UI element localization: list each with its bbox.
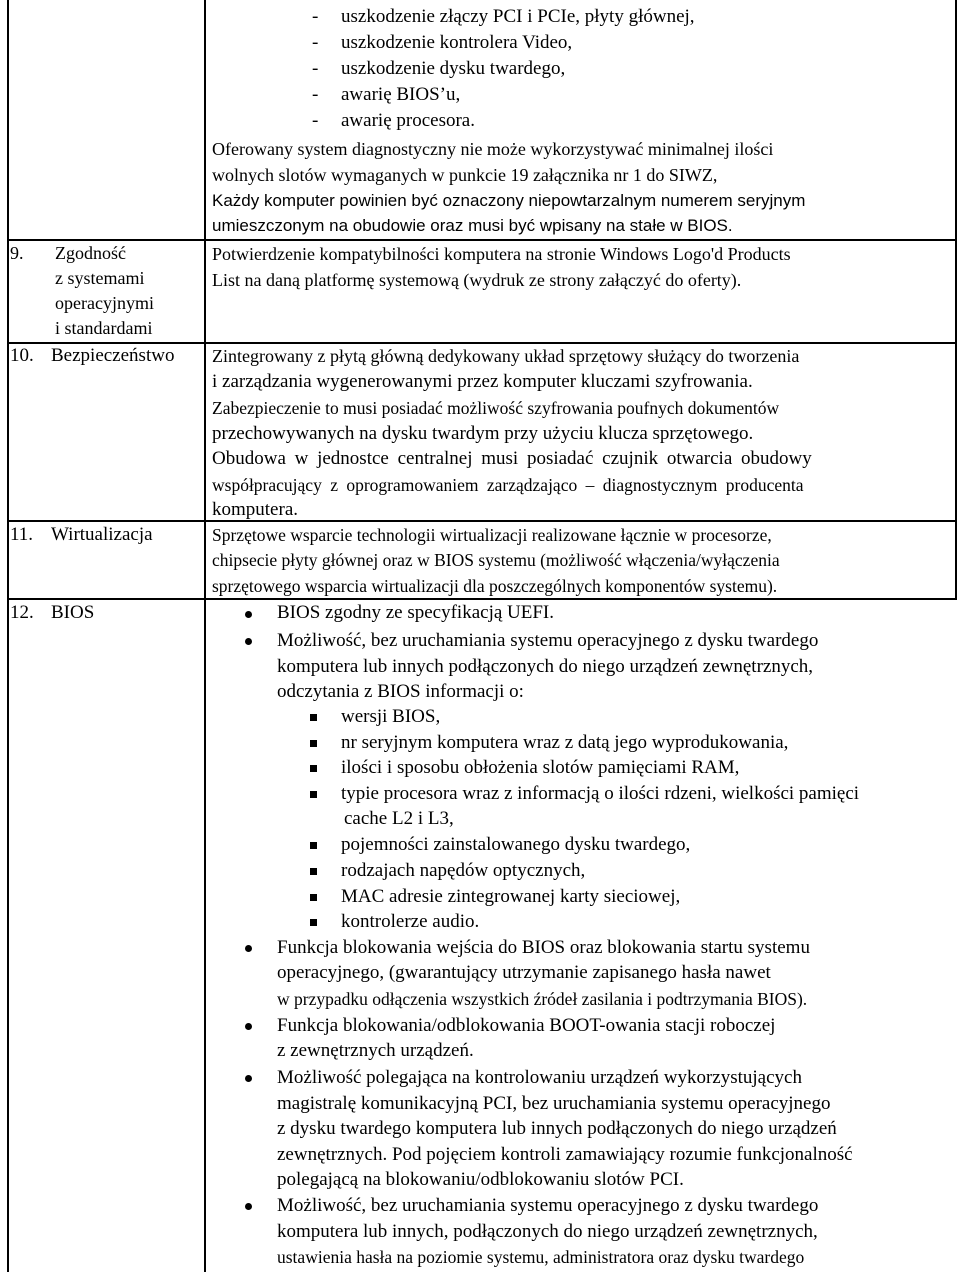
square-bullet-icon [310, 868, 317, 875]
row-label: Wirtualizacja [51, 524, 153, 545]
sublist-item: ilości i sposobu obłożenia slotów pamięciami RAM, [341, 757, 740, 778]
square-bullet-icon [310, 791, 317, 798]
list-item: Możliwość, bez uruchamiania systemu operacyjnego z dysku twardego [277, 1195, 819, 1216]
list-item: komputera lub innych, podłączonych do niego urządzeń zewnętrznych, [277, 1221, 818, 1242]
row-label: z systemami [55, 268, 145, 288]
row-label: Bezpieczeństwo [51, 345, 175, 366]
list-item: w przypadku odłączenia wszystkich źródeł zasilania i podtrzymania BIOS). [277, 989, 808, 1009]
row8-paragraph-line: Każdy komputer powinien być oznaczony niepowtarzalnym numerem seryjnym [212, 191, 806, 210]
bullet-icon [245, 1203, 252, 1210]
square-bullet-icon [310, 714, 317, 721]
square-bullet-icon [310, 919, 317, 926]
square-bullet-icon [310, 765, 317, 772]
row-content-line: Potwierdzenie kompatybilności komputera na stronie Windows Logo'd Products [212, 244, 791, 264]
dash-marker: - [312, 6, 319, 27]
sublist-item: kontrolerze audio. [341, 911, 480, 932]
row-number: 11. [10, 524, 34, 545]
list-item: odczytania z BIOS informacji o: [277, 681, 524, 702]
row-content-line: przechowywanych na dysku twardym przy użyciu klucza sprzętowego. [212, 423, 754, 444]
row-content-line: chipsecie płyty głównej oraz w BIOS systemu (możliwość włączenia/wyłączenia [212, 550, 780, 570]
list-item: polegającą na blokowaniu/odblokowaniu slotów PCI. [277, 1169, 684, 1190]
sublist-item: cache L2 i L3, [344, 808, 454, 829]
bullet-icon [245, 638, 252, 645]
table-border-left [7, 0, 9, 1272]
sublist-item: nr seryjnym komputera wraz z datą jego wyprodukowania, [341, 732, 789, 753]
list-item: komputera lub innych podłączonych do niego urządzeń zewnętrznych, [277, 656, 814, 677]
list-item: Możliwość, bez uruchamiania systemu operacyjnego z dysku twardego [277, 630, 819, 651]
list-item: Funkcja blokowania/odblokowania BOOT-owania stacji roboczej [277, 1015, 776, 1036]
square-bullet-icon [310, 842, 317, 849]
list-item: z dysku twardego komputera lub innych podłączonych do niego urządzeń [277, 1118, 837, 1139]
square-bullet-icon [310, 894, 317, 901]
row-content-line: Zintegrowany z płytą główną dedykowany układ sprzętowy służący do tworzenia [212, 346, 800, 366]
list-item: operacyjnego, (gwarantujący utrzymanie zapisanego hasła nawet [277, 962, 771, 983]
dash-item: awarię procesora. [341, 110, 475, 131]
column-divider [204, 0, 206, 1272]
row-content-line: List na daną platformę systemową (wydruk ze strony załączyć do oferty). [212, 270, 742, 290]
dash-marker: - [312, 84, 319, 105]
sublist-item: rodzajach napędów optycznych, [341, 860, 586, 881]
bullet-icon [245, 611, 252, 618]
list-item: Funkcja blokowania wejścia do BIOS oraz blokowania startu systemu [277, 937, 810, 958]
row-content-line: Zabezpieczenie to musi posiadać możliwość szyfrowania poufnych dokumentów [212, 398, 780, 418]
dash-item: awarię BIOS’u, [341, 84, 461, 105]
dash-marker: - [312, 32, 319, 53]
row-label: i standardami [55, 318, 153, 338]
row8-paragraph-line: wolnych slotów wymaganych w punkcie 19 załącznika nr 1 do SIWZ, [212, 165, 718, 185]
row8-paragraph-line: Oferowany system diagnostyczny nie może wykorzystywać minimalnej ilości [212, 139, 774, 159]
table-border-right [955, 0, 957, 600]
sublist-item: pojemności zainstalowanego dysku twardego, [341, 834, 691, 855]
row-content-line: Sprzętowe wsparcie technologii wirtualizacji realizowane łącznie w procesorze, [212, 525, 772, 545]
list-item: z zewnętrznych urządzeń. [277, 1040, 474, 1061]
list-item: Możliwość polegająca na kontrolowaniu urządzeń wykorzystujących [277, 1067, 802, 1088]
sublist-item: typie procesora wraz z informacją o ilości rdzeni, wielkości pamięci [341, 783, 860, 804]
list-item: BIOS zgodny ze specyfikacją UEFI. [277, 602, 555, 623]
list-item: magistralę komunikacyjną PCI, bez uruchamiania systemu operacyjnego [277, 1093, 831, 1114]
bullet-icon [245, 1023, 252, 1030]
row-label: operacyjnymi [55, 293, 154, 313]
row8-paragraph-line: umieszczonym na obudowie oraz musi być wpisany na stałe w BIOS. [212, 216, 733, 235]
dash-marker: - [312, 58, 319, 79]
dash-item: uszkodzenie złączy PCI i PCIe, płyty głównej, [341, 6, 695, 27]
list-item: ustawienia hasła na poziomie systemu, administratora oraz dysku twardego [277, 1247, 805, 1267]
square-bullet-icon [310, 740, 317, 747]
sublist-item: wersji BIOS, [341, 706, 441, 727]
row-content-line: komputera. [212, 499, 299, 520]
dash-item: uszkodzenie kontrolera Video, [341, 32, 573, 53]
dash-item: uszkodzenie dysku twardego, [341, 58, 566, 79]
bullet-icon [245, 1075, 252, 1082]
list-item: zewnętrznych. Pod pojęciem kontroli zamawiający rozumie funkcjonalność [277, 1144, 853, 1165]
row-content-line: współpracujący z oprogramowaniem zarządzająco – diagnostycznym producenta [212, 475, 804, 495]
row-label: BIOS [51, 602, 95, 623]
row-number: 10. [10, 345, 34, 366]
row-label: Zgodność [55, 243, 126, 263]
bullet-icon [245, 945, 252, 952]
row-content-line: sprzętowego wsparcia wirtualizacji dla poszczególnych komponentów systemu). [212, 576, 778, 596]
row-number: 12. [10, 602, 34, 623]
sublist-item: MAC adresie zintegrowanej karty sieciowej, [341, 886, 681, 907]
dash-marker: - [312, 110, 319, 131]
row-content-line: i zarządzania wygenerowanymi przez komputer kluczami szyfrowania. [212, 371, 753, 392]
row-number: 9. [10, 243, 24, 263]
row-content-line: Obudowa w jednostce centralnej musi posiadać czujnik otwarcia obudowy [212, 448, 812, 469]
